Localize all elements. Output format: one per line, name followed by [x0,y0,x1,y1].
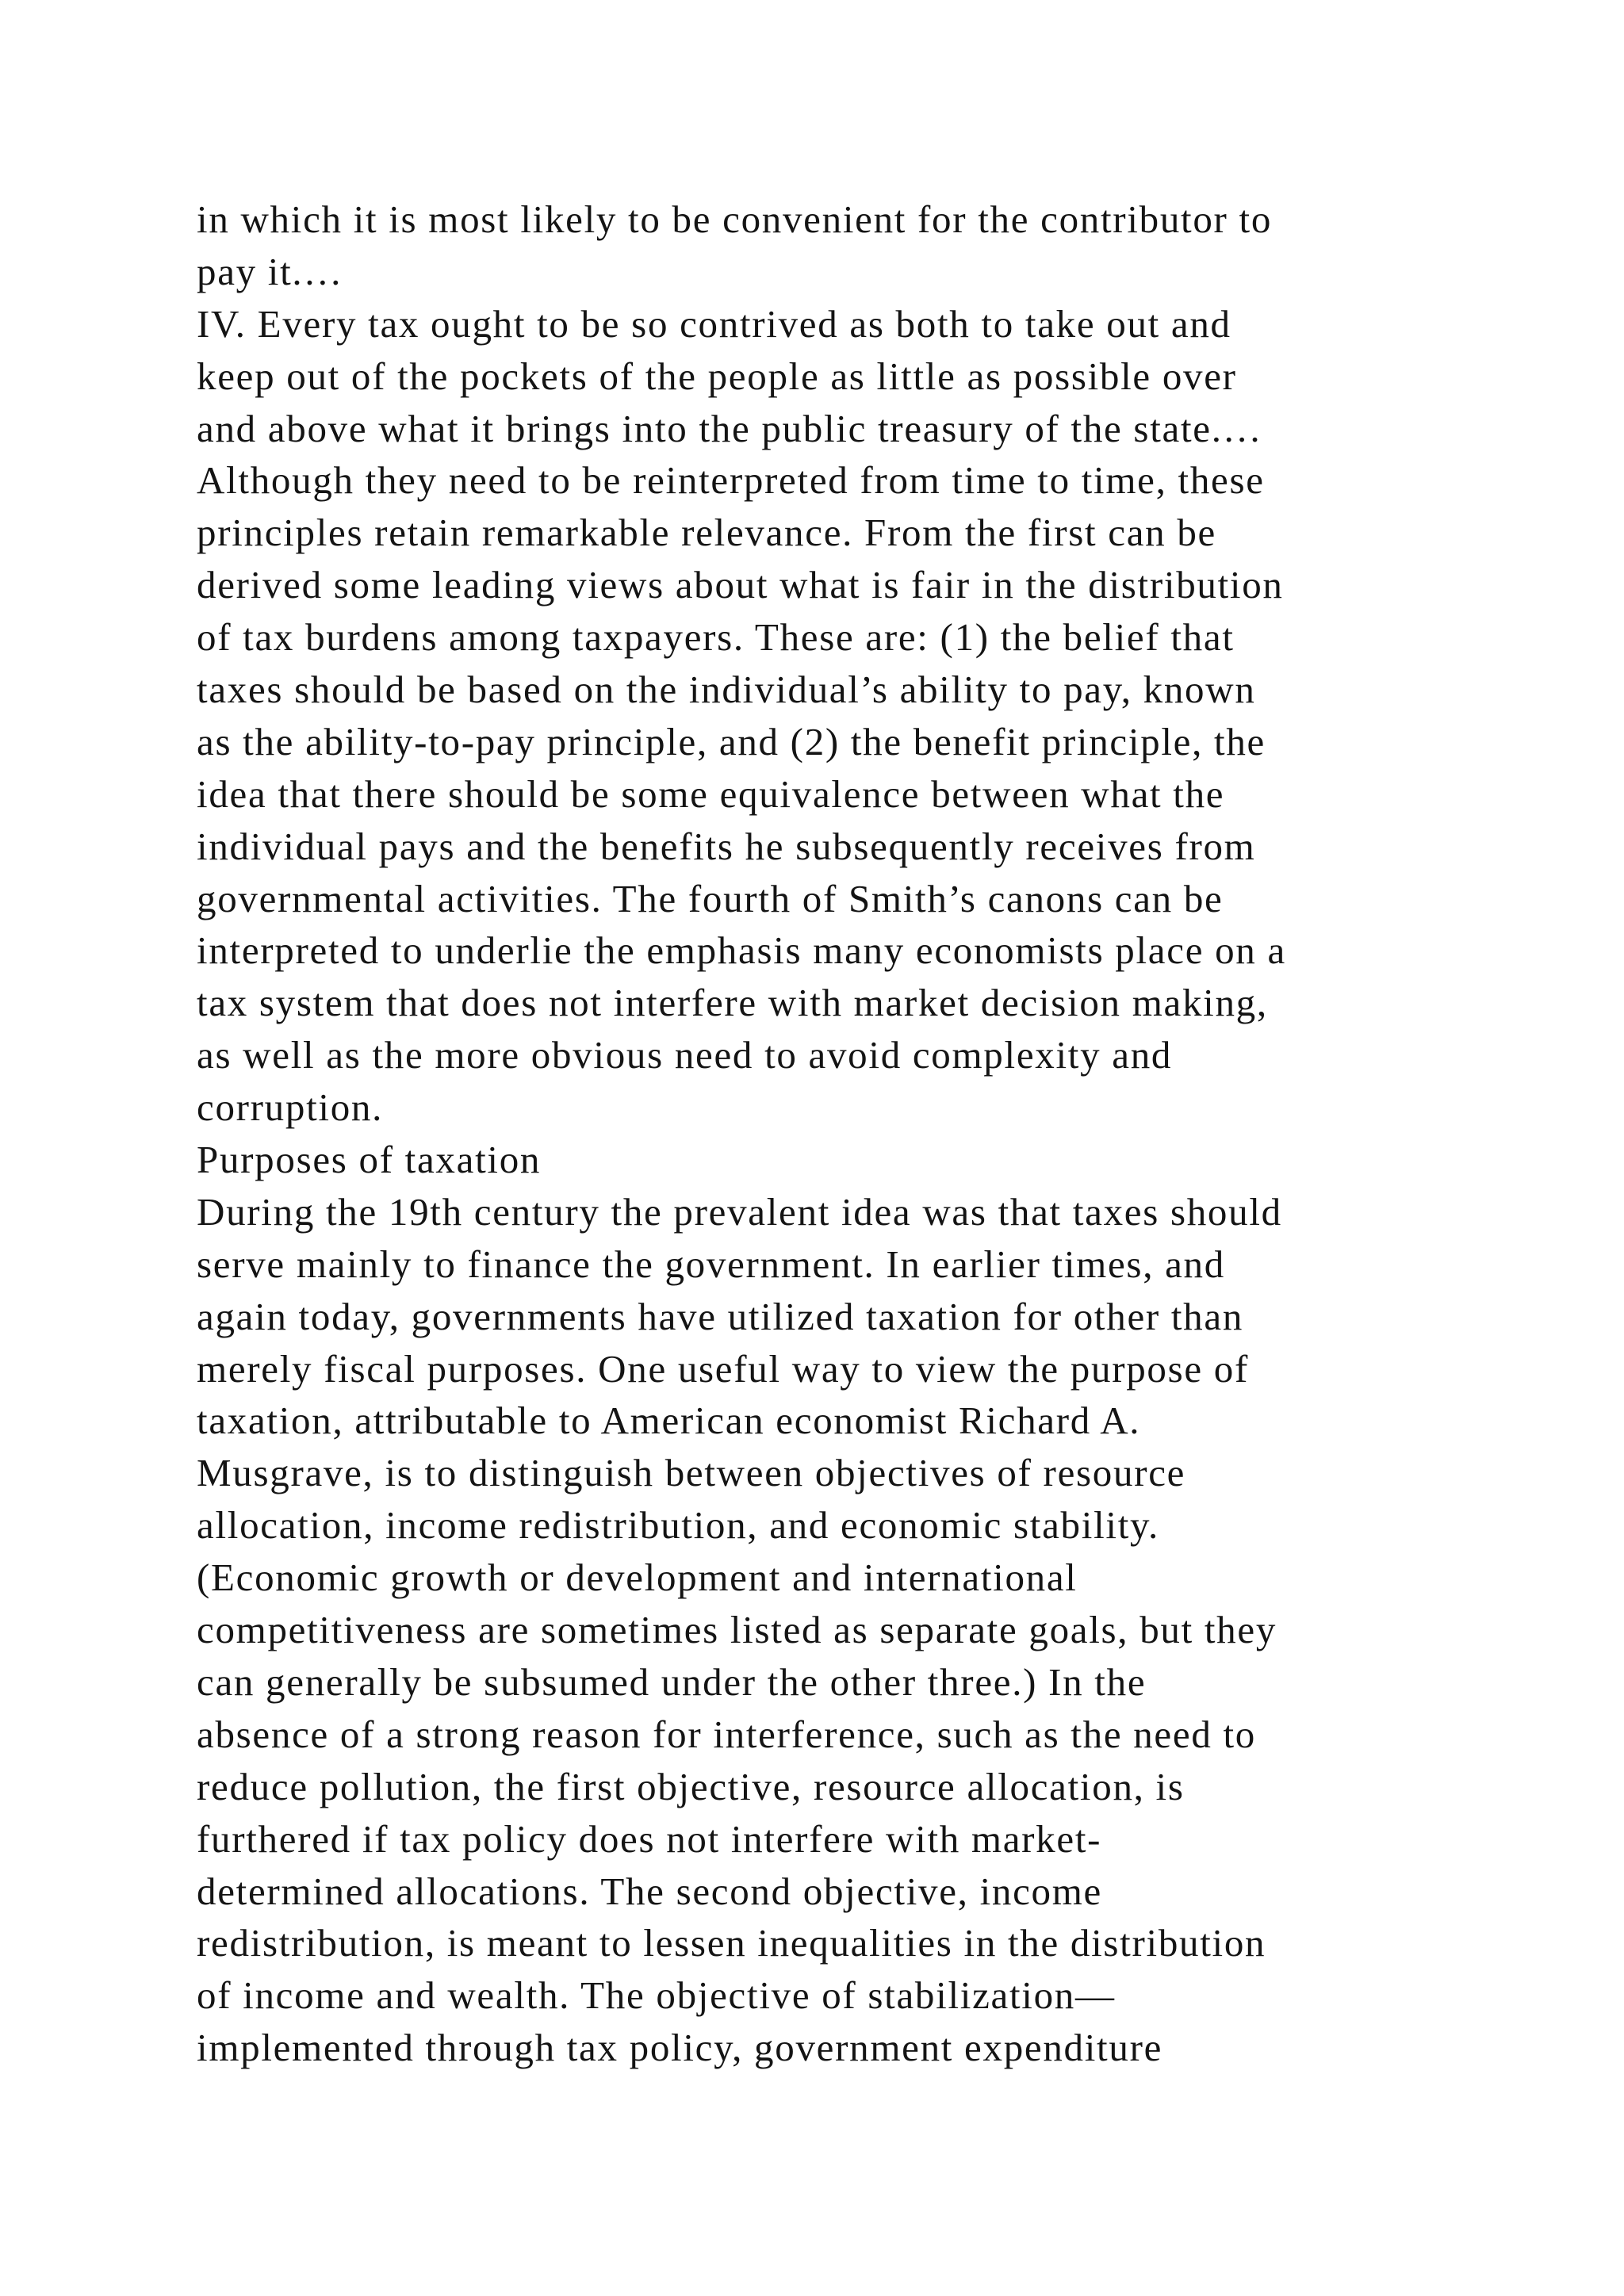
text-line: as the ability-to-pay principle, and (2) the benefit principle, the [197,719,1266,763]
text-line: derived some leading views about what is fair in the distribution [197,563,1284,607]
text-line: serve mainly to finance the government. In earlier times, and [197,1242,1225,1286]
text-line: reduce pollution, the first objective, resource allocation, is [197,1764,1185,1808]
text-line: corruption. [197,1085,384,1130]
text-line: furthered if tax policy does not interfere with market- [197,1816,1102,1861]
text-line: taxation, attributable to American economist Richard A. [197,1399,1141,1443]
text-line: pay it.… [197,249,344,293]
text-line: governmental activities. The fourth of Smith’s canons can be [197,876,1224,920]
body-text [197,193,1545,2074]
text-line: again today, governments have utilized taxation for other than [197,1294,1244,1338]
text-line: merely fiscal purposes. One useful way to view the purpose of [197,1346,1250,1391]
text-line: idea that there should be some equivalence between what the [197,771,1225,816]
text-line: implemented through tax policy, government expenditure [197,2026,1163,2070]
text-line: keep out of the pockets of the people as little as possible over [197,354,1237,398]
text-line: determined allocations. The second objective, income [197,1869,1102,1913]
text-line: taxes should be based on the individual’s ability to pay, known [197,668,1256,712]
text-line: in which it is most likely to be convenient for the contributor to [197,197,1273,241]
text-line: of income and wealth. The objective of stabilization— [197,1973,1116,2018]
text-line: principles retain remarkable relevance. From the first can be [197,511,1216,555]
text-line: allocation, income redistribution, and economic stability. [197,1503,1159,1548]
text-line: as well as the more obvious need to avoid complexity and [197,1033,1173,1077]
text-line: redistribution, is meant to lessen inequalities in the distribution [197,1921,1266,1965]
text-line: can generally be subsumed under the other three.) In the [197,1659,1147,1704]
text-line: individual pays and the benefits he subsequently receives from [197,824,1256,868]
text-line: interpreted to underlie the emphasis many economists place on a [197,928,1286,973]
section-heading: Purposes of taxation [197,1138,542,1182]
text-line: absence of a strong reason for interference, such as the need to [197,1712,1256,1756]
text-line: tax system that does not interfere with market decision making, [197,981,1268,1025]
text-line: and above what it brings into the public treasury of the state.… [197,406,1263,450]
text-line: of tax burdens among taxpayers. These are: (1) the belief that [197,615,1235,660]
text-line: IV. Every tax ought to be so contrived as both to take out and [197,301,1231,346]
text-line: competitiveness are sometimes listed as separate goals, but they [197,1608,1277,1652]
text-line: Musgrave, is to distinguish between objectives of resource [197,1451,1186,1495]
text-line: During the 19th century the prevalent idea was that taxes should [197,1189,1282,1234]
text-line: (Economic growth or development and international [197,1556,1078,1600]
text-line: Although they need to be reinterpreted from time to time, these [197,458,1265,503]
